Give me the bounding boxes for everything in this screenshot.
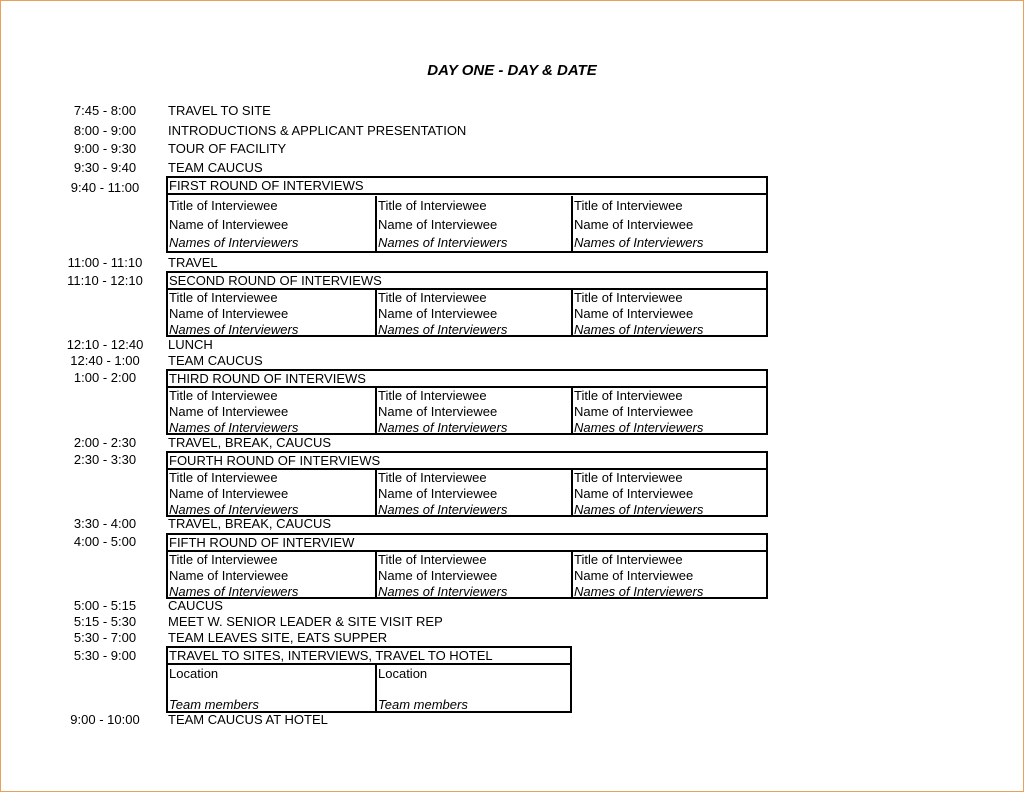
interview-cell xyxy=(571,289,768,335)
time-slot: 5:00 - 5:15 xyxy=(73,598,137,613)
team-members: Team members xyxy=(378,697,468,712)
activity: INTRODUCTIONS & APPLICANT PRESENTATION xyxy=(168,123,467,138)
interviewee-title: Title of Interviewee xyxy=(378,198,487,213)
interviewee-name: Name of Interviewee xyxy=(169,486,289,501)
interviewers: Names of Interviewers xyxy=(574,235,704,250)
interviewee-name: Name of Interviewee xyxy=(169,217,289,232)
activity: CAUCUS xyxy=(168,598,223,613)
evening-header: TRAVEL TO SITES, INTERVIEWS, TRAVEL TO HOTEL xyxy=(168,648,570,665)
interviewers: Names of Interviewers xyxy=(378,502,508,517)
interviewers: Names of Interviewers xyxy=(169,235,299,250)
time-slot: 5:15 - 5:30 xyxy=(73,614,137,629)
interviewers: Names of Interviewers xyxy=(169,584,299,599)
activity: MEET W. SENIOR LEADER & SITE VISIT REP xyxy=(168,614,443,629)
page-title: DAY ONE - DAY & DATE xyxy=(427,62,597,79)
time-slot: 4:00 - 5:00 xyxy=(73,534,137,549)
interview-cell xyxy=(571,387,768,433)
round-header: FIRST ROUND OF INTERVIEWS xyxy=(168,178,766,195)
interviewee-name: Name of Interviewee xyxy=(574,404,694,419)
interview-cell xyxy=(168,196,375,251)
team-members: Team members xyxy=(169,697,259,712)
activity: TRAVEL TO SITE xyxy=(168,103,271,118)
interviewee-name: Name of Interviewee xyxy=(169,568,289,583)
interviewee-name: Name of Interviewee xyxy=(574,568,694,583)
interviewee-name: Name of Interviewee xyxy=(574,217,694,232)
interviewers: Names of Interviewers xyxy=(169,502,299,517)
time-slot: 8:00 - 9:00 xyxy=(73,123,137,138)
second-round-table xyxy=(166,271,768,337)
interview-cell xyxy=(571,551,768,597)
interviewers: Names of Interviewers xyxy=(378,584,508,599)
interviewee-title: Title of Interviewee xyxy=(169,470,278,485)
activity: TOUR OF FACILITY xyxy=(168,141,287,156)
time-slot: 12:40 - 1:00 xyxy=(70,353,140,368)
location: Location xyxy=(378,666,428,681)
interviewers: Names of Interviewers xyxy=(574,420,704,435)
time-slot: 9:00 - 10:00 xyxy=(70,712,140,727)
fourth-round-table xyxy=(166,451,768,517)
interviewee-title: Title of Interviewee xyxy=(574,388,683,403)
interview-cell xyxy=(375,196,572,251)
location: Location xyxy=(169,666,219,681)
interviewers: Names of Interviewers xyxy=(378,322,508,337)
interview-cell xyxy=(571,196,768,251)
activity: TRAVEL, BREAK, CAUCUS xyxy=(168,516,332,531)
interviewers: Names of Interviewers xyxy=(574,322,704,337)
time-slot: 3:30 - 4:00 xyxy=(73,516,137,531)
time-slot: 2:30 - 3:30 xyxy=(73,452,137,467)
third-round-table xyxy=(166,369,768,435)
interviewers: Names of Interviewers xyxy=(378,235,508,250)
time-slot: 11:10 - 12:10 xyxy=(67,273,143,288)
interviewee-title: Title of Interviewee xyxy=(378,552,487,567)
activity: TEAM CAUCUS xyxy=(168,160,263,175)
interviewee-title: Title of Interviewee xyxy=(378,470,487,485)
time-slot: 7:45 - 8:00 xyxy=(73,103,137,118)
interviewee-name: Name of Interviewee xyxy=(378,568,498,583)
time-slot: 1:00 - 2:00 xyxy=(73,370,137,385)
interviewee-title: Title of Interviewee xyxy=(169,388,278,403)
interviewers: Names of Interviewers xyxy=(169,420,299,435)
interviewee-title: Title of Interviewee xyxy=(169,198,278,213)
interview-cell xyxy=(168,289,375,335)
time-slot: 9:30 - 9:40 xyxy=(73,160,137,175)
interviewee-name: Name of Interviewee xyxy=(378,404,498,419)
interviewee-name: Name of Interviewee xyxy=(378,217,498,232)
activity: LUNCH xyxy=(168,337,213,352)
interviewee-name: Name of Interviewee xyxy=(378,306,498,321)
activity: TRAVEL xyxy=(168,255,218,270)
visit-cell xyxy=(375,664,572,711)
round-header: FIFTH ROUND OF INTERVIEW xyxy=(168,535,766,552)
interviewee-title: Title of Interviewee xyxy=(574,552,683,567)
activity: TEAM CAUCUS xyxy=(168,353,263,368)
interviewee-name: Name of Interviewee xyxy=(169,306,289,321)
interview-cell xyxy=(571,469,768,515)
time-slot: 11:00 - 11:10 xyxy=(67,255,143,270)
interviewers: Names of Interviewers xyxy=(574,502,704,517)
interview-cell xyxy=(168,387,375,433)
time-slot: 5:30 - 9:00 xyxy=(73,648,137,663)
first-round-table xyxy=(166,176,768,253)
interviewee-title: Title of Interviewee xyxy=(574,198,683,213)
time-slot: 12:10 - 12:40 xyxy=(66,337,144,352)
round-header: FOURTH ROUND OF INTERVIEWS xyxy=(168,453,766,470)
time-slot: 9:00 - 9:30 xyxy=(73,141,137,156)
interview-cell xyxy=(375,289,572,335)
interviewee-title: Title of Interviewee xyxy=(378,388,487,403)
round-header: SECOND ROUND OF INTERVIEWS xyxy=(168,273,766,290)
interviewee-title: Title of Interviewee xyxy=(169,552,278,567)
visit-cell xyxy=(168,664,375,711)
interviewee-name: Name of Interviewee xyxy=(378,486,498,501)
interview-cell xyxy=(168,551,375,597)
time-slot: 2:00 - 2:30 xyxy=(73,435,137,450)
interviewers: Names of Interviewers xyxy=(574,584,704,599)
interview-cell xyxy=(375,469,572,515)
round-header: THIRD ROUND OF INTERVIEWS xyxy=(168,371,766,388)
interview-cell xyxy=(168,469,375,515)
fifth-round-table xyxy=(166,533,768,599)
interviewers: Names of Interviewers xyxy=(378,420,508,435)
interviewee-name: Name of Interviewee xyxy=(574,486,694,501)
interviewee-name: Name of Interviewee xyxy=(169,404,289,419)
interview-cell xyxy=(375,387,572,433)
interviewee-title: Title of Interviewee xyxy=(169,290,278,305)
activity: TEAM CAUCUS AT HOTEL xyxy=(168,712,328,727)
time-slot: 5:30 - 7:00 xyxy=(73,630,137,645)
interviewee-title: Title of Interviewee xyxy=(378,290,487,305)
time-slot: 9:40 - 11:00 xyxy=(70,180,140,195)
activity: TEAM LEAVES SITE, EATS SUPPER xyxy=(168,630,388,645)
activity: TRAVEL, BREAK, CAUCUS xyxy=(168,435,332,450)
interview-cell xyxy=(375,551,572,597)
interviewee-title: Title of Interviewee xyxy=(574,290,683,305)
evening-visits-table xyxy=(166,646,572,713)
interviewee-title: Title of Interviewee xyxy=(574,470,683,485)
interviewee-name: Name of Interviewee xyxy=(574,306,694,321)
interviewers: Names of Interviewers xyxy=(169,322,299,337)
